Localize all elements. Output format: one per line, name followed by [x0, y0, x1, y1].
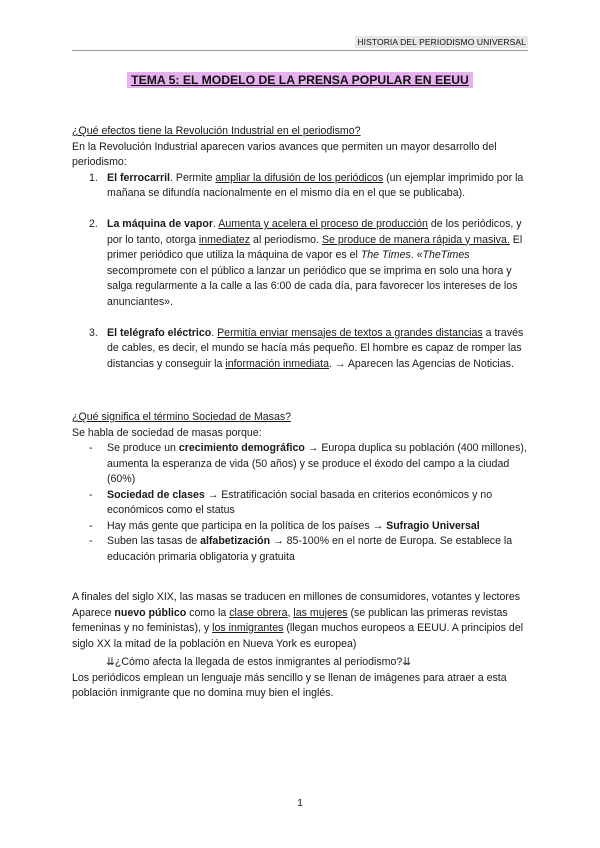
term-bold: alfabetización: [200, 535, 271, 547]
bullet-dash: -: [89, 519, 93, 532]
italic-text: The Times: [360, 249, 411, 261]
text-run: secompromete con el público a lanzar un periódico que se imprima en solo una hora y salga regularmente a la calle a las 6:00 de cada día, para favorecer los intereses de los anunciantes».: [107, 264, 518, 308]
underlined-text: Aumenta y acelera el proceso de producción: [218, 218, 428, 230]
question-heading: ¿Qué significa el término Sociedad de Masas?: [72, 411, 292, 423]
text-run: como la: [186, 606, 230, 619]
text-run: .: [212, 218, 219, 230]
title-container: [0, 71, 600, 89]
underlined-text: las mujeres: [293, 606, 348, 619]
text-run: (llegan muchos europeos a EEUU. A principios del siglo XX la mitad de la población en Nueva York es europea): [72, 622, 524, 650]
bullet-item: [72, 534, 534, 565]
text-run: a través de cables, es decir, el mundo se hacía más pequeño. El hombre es capaz de romper las distancias y conseguir la: [107, 326, 524, 370]
bullet-item: [72, 488, 534, 519]
bullet-dash: -: [89, 442, 93, 454]
text-run: al periodismo.: [250, 233, 322, 246]
section-intro: En la Revolución Industrial aparecen varios avances que permiten un mayor desarrollo del periodismo:: [72, 140, 497, 168]
bullet-item: [72, 519, 534, 535]
underlined-text: información inmediata: [225, 357, 329, 370]
text-run: Se produce un: [107, 442, 179, 454]
text-run: . «: [410, 249, 423, 261]
text-run: Hay más gente que participa en la política de los países →: [107, 519, 387, 532]
header-rule: [72, 50, 528, 51]
term-bold: El telégrafo eléctrico: [107, 326, 212, 339]
text-run: → 85-100% en el norte de Europa. Se establece la educación primaria obligatoria y gratuita: [107, 535, 513, 563]
list-number: 2.: [89, 218, 98, 230]
paragraph: [72, 606, 534, 653]
list-item: [72, 217, 534, 310]
underlined-text: clase obrera: [229, 606, 288, 619]
underlined-text: inmediatez: [198, 233, 251, 246]
underlined-text: ampliar la difusión de los periódicos: [215, 171, 384, 184]
list-item: [72, 171, 534, 202]
text-run: Aparece: [72, 606, 115, 619]
term-bold: nuevo público: [114, 606, 187, 619]
paragraph: Los periódicos emplean un lenguaje más sencillo y se llenan de imágenes para atraer a esta población inmigrante que no domina muy bien el inglés.: [72, 671, 507, 699]
term-bold: crecimiento demográfico: [178, 442, 305, 454]
section-industrial-revolution: [72, 124, 534, 372]
underlined-text: Permitía enviar mensajes de textos a grandes distancias: [217, 326, 483, 339]
term-bold: La máquina de vapor: [107, 218, 213, 230]
text-run: (un ejemplar imprimido por la mañana se difundía nacionalmente en el mismo día en el que se publicaba).: [107, 171, 524, 199]
text-run: . → Aparecen las Agencias de Noticias.: [329, 357, 514, 370]
question-heading: ¿Qué efectos tiene la Revolución Industrial en el periodismo?: [72, 125, 361, 137]
list-number: 1.: [89, 171, 98, 184]
text-run: (se publican las primeras revistas femeninas y no feministas), y: [72, 606, 508, 634]
text-run: ,: [287, 606, 294, 619]
bullet-item: [72, 441, 534, 488]
running-header: HISTORIA DEL PERIODISMO UNIVERSAL: [357, 37, 526, 47]
text-run: → Europa duplica su población (400 millones), aumenta la esperanza de vida (50 años) y se produce el éxodo del campo a la ciudad (60%): [107, 442, 527, 485]
text-run: . Permite: [170, 171, 216, 184]
list-item: [72, 326, 534, 373]
bullet-dash: -: [89, 488, 93, 501]
question-with-arrows: [72, 655, 534, 671]
term-bold: El ferrocarril: [107, 171, 171, 184]
underlined-text: Se produce de manera rápida y masiva.: [321, 233, 510, 246]
underlined-text: los inmigrantes: [212, 622, 284, 634]
term-bold: Sufragio Universal: [386, 519, 480, 532]
double-down-arrow-icon: ⇊: [402, 656, 412, 668]
page-title: TEMA 5: EL MODELO DE LA PRENSA POPULAR EN EEUU: [127, 72, 473, 88]
italic-text: TheTimes: [422, 249, 470, 261]
text-run: → Estratificación social basada en criterios económicos y no económicos como el status: [107, 488, 493, 516]
text-run: de los periódicos, y por lo tanto, otorga: [107, 218, 522, 246]
section-new-public: [72, 590, 534, 702]
text-run: Suben las tasas de: [107, 535, 201, 547]
question-text: ¿Cómo afecta la llegada de estos inmigrantes al periodismo?: [114, 656, 403, 668]
section-intro: Se habla de sociedad de masas porque:: [72, 426, 262, 439]
text-run: .: [211, 326, 218, 339]
page-number: 1: [297, 797, 303, 809]
term-bold: Sociedad de clases: [107, 488, 205, 501]
text-run: El primer periódico que utiliza la máquina de vapor es el: [107, 233, 523, 261]
paragraph: A finales del siglo XIX, las masas se traducen en millones de consumidores, votantes y lectores: [72, 591, 521, 603]
section-mass-society: [72, 410, 534, 565]
double-down-arrow-icon: ⇊: [106, 656, 115, 668]
list-number: 3.: [89, 326, 98, 339]
bullet-dash: -: [89, 535, 93, 547]
